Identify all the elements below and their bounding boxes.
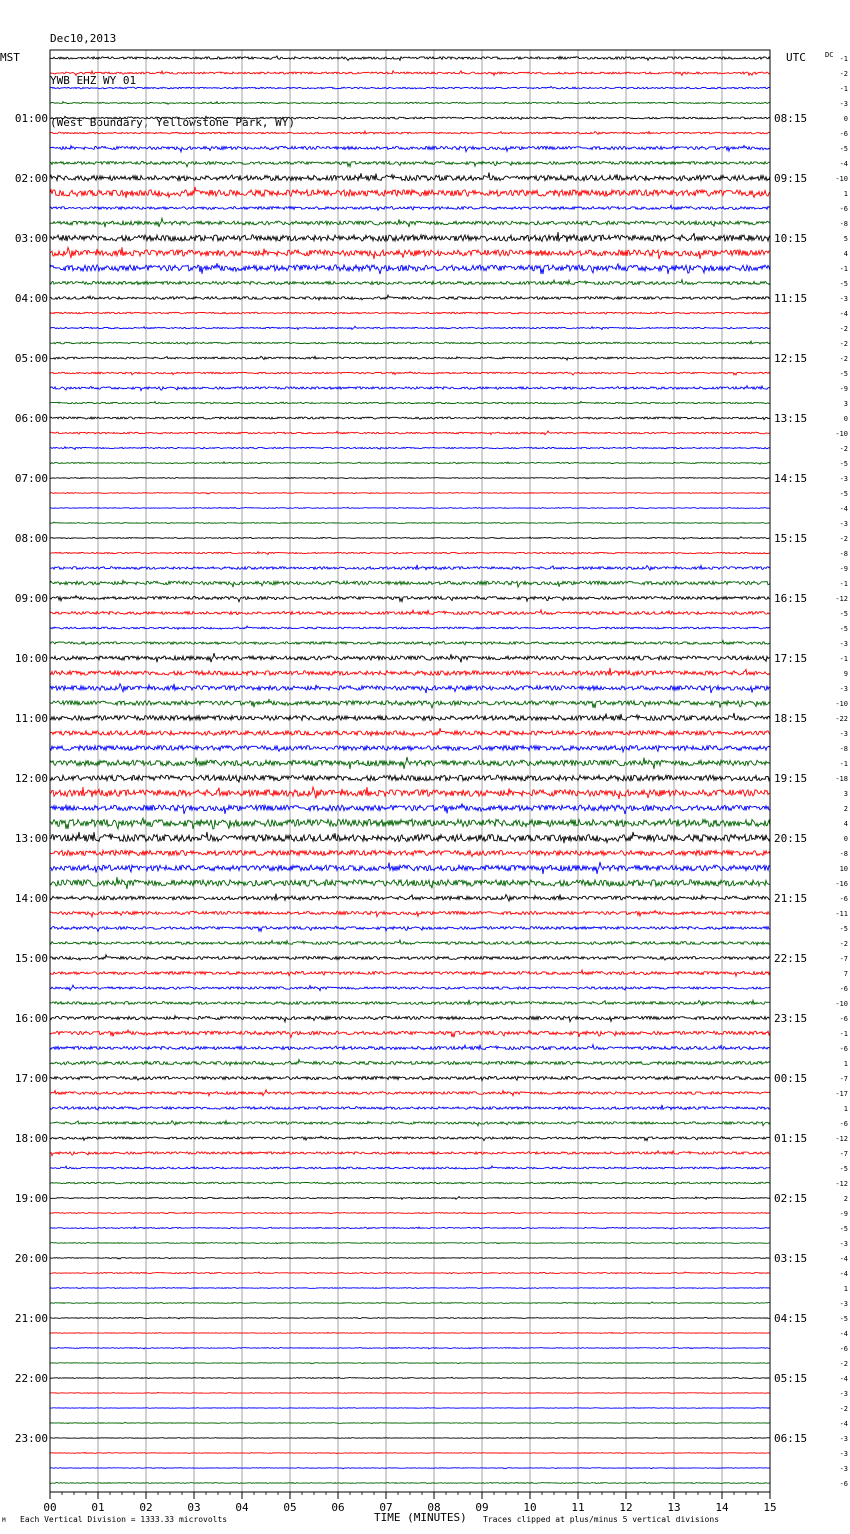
mst-hour-label: 18:00 (14, 1132, 48, 1145)
mst-hour-label: 08:00 (14, 532, 48, 545)
dc-offset-label: 4 (843, 250, 848, 258)
trace-line (50, 173, 770, 181)
utc-hour-label: 13:15 (774, 412, 808, 425)
dc-offset-label: -10 (835, 1000, 848, 1008)
mst-hour-label: 16:00 (14, 1012, 48, 1025)
trace-line (50, 877, 770, 889)
dc-offset-label: -4 (839, 1255, 848, 1263)
trace-line (50, 431, 770, 435)
x-tick-label: 00 (43, 1501, 57, 1514)
x-tick-label: 03 (187, 1501, 201, 1514)
dc-offset-label: -2 (839, 355, 848, 363)
clipping-note: Traces clipped at plus/minus 5 vertical divisions (483, 1515, 720, 1524)
dc-offset-label: -3 (839, 1450, 848, 1458)
dc-offset-label: -3 (839, 520, 848, 528)
trace-line (50, 1000, 770, 1006)
trace-line (50, 565, 770, 570)
trace-line (50, 955, 770, 960)
utc-hour-label: 05:15 (774, 1372, 808, 1385)
trace-line (50, 537, 770, 539)
dc-offset-label: 7 (843, 970, 848, 978)
trace-line (50, 1468, 770, 1469)
dc-offset-label: -17 (835, 1090, 848, 1098)
dc-offset-label: -11 (835, 910, 848, 918)
trace-line (50, 447, 770, 450)
dc-offset-label: -3 (839, 1300, 848, 1308)
dc-offset-label: -1 (839, 1030, 848, 1038)
x-tick-label: 07 (379, 1501, 393, 1514)
dc-offset-label: -8 (839, 550, 848, 558)
left-timezone-label: MST (0, 51, 20, 64)
utc-hour-label: 17:15 (774, 652, 808, 665)
trace-line (50, 1363, 770, 1364)
mst-hour-label: 06:00 (14, 412, 48, 425)
mst-hour-label: 10:00 (14, 652, 48, 665)
mst-hour-label: 20:00 (14, 1252, 48, 1265)
dc-offset-labels (835, 55, 848, 1488)
dc-offset-label: 1 (843, 1105, 848, 1113)
trace-line (50, 1136, 770, 1141)
dc-offset-label: -7 (839, 955, 848, 963)
trace-line (50, 970, 770, 976)
x-tick-label: 01 (91, 1501, 105, 1514)
dc-offset-label: -3 (839, 640, 848, 648)
trace-line (50, 1302, 770, 1304)
x-tick-label: 05 (283, 1501, 297, 1514)
trace-line (50, 668, 770, 676)
x-axis-title: TIME (MINUTES) (374, 1511, 467, 1524)
trace-line (50, 493, 770, 495)
utc-hour-label: 22:15 (774, 952, 808, 965)
dc-offset-label: -4 (839, 160, 848, 168)
dc-offset-label: -10 (835, 700, 848, 708)
dc-offset-label: -7 (839, 1075, 848, 1083)
trace-line (50, 911, 770, 917)
dc-offset-label: 2 (843, 805, 848, 813)
trace-line (50, 818, 770, 829)
trace-line (50, 263, 770, 274)
dc-offset-label: -3 (839, 295, 848, 303)
trace-line (50, 610, 770, 615)
trace-line (50, 804, 770, 815)
right-timezone-label: UTC (786, 51, 806, 64)
trace-line (50, 728, 770, 736)
mst-hour-label: 21:00 (14, 1312, 48, 1325)
mst-hour-label: 07:00 (14, 472, 48, 485)
trace-line (50, 1407, 770, 1408)
utc-hour-label: 19:15 (774, 772, 808, 785)
utc-hour-label: 01:15 (774, 1132, 808, 1145)
x-tick-label: 13 (667, 1501, 681, 1514)
dc-offset-label: -8 (839, 220, 848, 228)
trace-line (50, 850, 770, 856)
dc-offset-label: -5 (839, 625, 848, 633)
utc-hour-label: 06:15 (774, 1432, 808, 1445)
trace-line (50, 1317, 770, 1319)
dc-offset-label: -6 (839, 1120, 848, 1128)
trace-line (50, 1288, 770, 1289)
dc-offset-label: -4 (839, 505, 848, 513)
x-axis (43, 1492, 776, 1514)
dc-offset-label: 5 (843, 235, 848, 243)
trace-line (50, 1016, 770, 1022)
mst-hour-label: 04:00 (14, 292, 48, 305)
dc-offset-label: -22 (835, 715, 848, 723)
trace-line (50, 205, 770, 210)
trace-line (50, 746, 770, 752)
trace-line (50, 1030, 770, 1037)
trace-line (50, 326, 770, 329)
mst-hour-label: 03:00 (14, 232, 48, 245)
x-tick-label: 10 (523, 1501, 537, 1514)
dc-offset-label: -1 (839, 760, 848, 768)
dc-offset-label: -2 (839, 1360, 848, 1368)
dc-offset-label: -6 (839, 985, 848, 993)
trace-line (50, 862, 770, 874)
dc-offset-label: -1 (839, 655, 848, 663)
utc-hour-label: 14:15 (774, 472, 808, 485)
mst-hour-label: 17:00 (14, 1072, 48, 1085)
vertical-scale-note: Each Vertical Division = 1333.33 microvolts (20, 1515, 228, 1524)
dc-offset-label: -3 (839, 1240, 848, 1248)
dc-offset-label: -7 (839, 1150, 848, 1158)
dc-offset-label: -6 (839, 1045, 848, 1053)
dc-offset-label: 1 (843, 1285, 848, 1293)
mst-hour-label: 22:00 (14, 1372, 48, 1385)
dc-offset-label: -12 (835, 595, 848, 603)
trace-line (50, 757, 770, 769)
utc-hour-label: 15:15 (774, 532, 808, 545)
trace-line (50, 1347, 770, 1349)
mst-hour-label: 12:00 (14, 772, 48, 785)
corner-mark: M (2, 1517, 6, 1524)
dc-offset-label: -2 (839, 325, 848, 333)
dc-offset-label: -9 (839, 565, 848, 573)
trace-line (50, 86, 770, 88)
x-tick-label: 11 (571, 1501, 585, 1514)
mst-hour-label: 02:00 (14, 172, 48, 185)
dc-offset-label: 3 (843, 790, 848, 798)
utc-hour-label: 11:15 (774, 292, 808, 305)
trace-line (50, 940, 770, 945)
mst-hour-label: 23:00 (14, 1432, 48, 1445)
dc-offset-label: -9 (839, 385, 848, 393)
utc-hour-label: 00:15 (774, 1072, 808, 1085)
dc-offset-label: -2 (839, 340, 848, 348)
x-tick-label: 06 (331, 1501, 345, 1514)
dc-offset-label: -9 (839, 1210, 848, 1218)
trace-line (50, 1213, 770, 1214)
trace-line (50, 187, 770, 198)
trace-line (50, 832, 770, 843)
trace-line (50, 247, 770, 259)
trace-line (50, 700, 770, 709)
dc-offset-label: -4 (839, 1270, 848, 1278)
trace-line (50, 1482, 770, 1483)
trace-line (50, 280, 770, 285)
trace-line (50, 401, 770, 404)
trace-line (50, 56, 770, 61)
utc-hour-label: 12:15 (774, 352, 808, 365)
dc-offset-label: 0 (843, 835, 848, 843)
trace-line (50, 1242, 770, 1244)
x-tick-label: 12 (619, 1501, 633, 1514)
utc-hour-label: 02:15 (774, 1192, 808, 1205)
trace-line (50, 102, 770, 105)
dc-offset-label: -5 (839, 460, 848, 468)
dc-offset-label: 0 (843, 415, 848, 423)
utc-hour-label: 08:15 (774, 112, 808, 125)
utc-hour-label: 10:15 (774, 232, 808, 245)
mst-hour-label: 19:00 (14, 1192, 48, 1205)
trace-line (50, 232, 770, 242)
dc-offset-label: 1 (843, 190, 848, 198)
dc-offset-label: 9 (843, 670, 848, 678)
dc-offset-label: -6 (839, 130, 848, 138)
dc-offset-label: -3 (839, 1465, 848, 1473)
trace-line (50, 295, 770, 300)
dc-offset-label: -2 (839, 940, 848, 948)
x-tick-label: 04 (235, 1501, 249, 1514)
trace-line (50, 985, 770, 991)
trace-line (50, 116, 770, 120)
trace-line (50, 1076, 770, 1080)
dc-offset-label: -16 (835, 880, 848, 888)
trace-line (50, 1332, 770, 1333)
trace-line (50, 1197, 770, 1200)
mst-hour-label: 13:00 (14, 832, 48, 845)
dc-offset-label: 0 (843, 115, 848, 123)
trace-line (50, 1392, 770, 1393)
dc-offset-label: -3 (839, 475, 848, 483)
dc-offset-label: -12 (835, 1180, 848, 1188)
dc-offset-label: -3 (839, 685, 848, 693)
dc-offset-label: -6 (839, 205, 848, 213)
trace-line (50, 1377, 770, 1378)
mst-hour-label: 11:00 (14, 712, 48, 725)
dc-offset-label: -5 (839, 490, 848, 498)
trace-line (50, 1060, 770, 1066)
trace-line (50, 417, 770, 420)
utc-hour-labels (774, 112, 807, 1445)
trace-line (50, 775, 770, 782)
trace-line (50, 356, 770, 360)
utc-hour-label: 23:15 (774, 1012, 808, 1025)
dc-offset-label: -2 (839, 535, 848, 543)
trace-line (50, 131, 770, 134)
trace-line (50, 386, 770, 391)
utc-hour-label: 21:15 (774, 892, 808, 905)
dc-offset-label: -1 (839, 85, 848, 93)
dc-offset-label: -18 (835, 775, 848, 783)
trace-line (50, 894, 770, 901)
dc-offset-label: -6 (839, 1015, 848, 1023)
dc-offset-label: -2 (839, 445, 848, 453)
trace-line (50, 372, 770, 375)
trace-line (50, 341, 770, 344)
dc-offset-label: -10 (835, 175, 848, 183)
dc-offset-label: -5 (839, 280, 848, 288)
dc-offset-label: -3 (839, 1435, 848, 1443)
mst-hour-label: 09:00 (14, 592, 48, 605)
mst-hour-label: 15:00 (14, 952, 48, 965)
utc-hour-label: 16:15 (774, 592, 808, 605)
trace-line (50, 1105, 770, 1110)
dc-offset-header: DC (825, 51, 834, 59)
utc-hour-label: 18:15 (774, 712, 808, 725)
trace-line (50, 596, 770, 602)
x-tick-label: 15 (763, 1501, 777, 1514)
trace-line (50, 1090, 770, 1096)
trace-line (50, 1227, 770, 1229)
dc-offset-label: -3 (839, 1390, 848, 1398)
dc-offset-label: -10 (835, 430, 848, 438)
trace-line (50, 477, 770, 479)
dc-offset-label: -2 (839, 70, 848, 78)
dc-offset-label: -6 (839, 1480, 848, 1488)
trace-line (50, 1272, 770, 1274)
dc-offset-label: 2 (843, 1195, 848, 1203)
dc-offset-label: 3 (843, 400, 848, 408)
trace-line (50, 580, 770, 587)
trace-line (50, 552, 770, 555)
x-tick-label: 02 (139, 1501, 153, 1514)
mst-hour-label: 01:00 (14, 112, 48, 125)
dc-offset-label: -5 (839, 610, 848, 618)
dc-offset-label: -3 (839, 730, 848, 738)
trace-line (50, 1045, 770, 1050)
dc-offset-label: -5 (839, 1165, 848, 1173)
dc-offset-label: -1 (839, 580, 848, 588)
x-tick-label: 14 (715, 1501, 729, 1514)
dc-offset-label: -5 (839, 370, 848, 378)
x-tick-label: 08 (427, 1501, 441, 1514)
dc-offset-label: -4 (839, 1330, 848, 1338)
x-tick-label: 09 (475, 1501, 489, 1514)
trace-line (50, 522, 770, 523)
trace-line (50, 1452, 770, 1453)
dc-offset-label: 10 (839, 865, 848, 873)
station-name: YWB EHZ WY 01 (50, 74, 137, 87)
mst-hour-label: 05:00 (14, 352, 48, 365)
dc-offset-label: -5 (839, 1315, 848, 1323)
utc-hour-label: 03:15 (774, 1252, 808, 1265)
dc-offset-label: -4 (839, 1375, 848, 1383)
trace-line (50, 684, 770, 693)
dc-offset-label: -8 (839, 850, 848, 858)
trace-line (50, 146, 770, 152)
dc-offset-label: -5 (839, 145, 848, 153)
utc-hour-label: 04:15 (774, 1312, 808, 1325)
trace-line (50, 161, 770, 167)
trace-line (50, 1166, 770, 1169)
trace-line (50, 626, 770, 629)
trace-line (50, 653, 770, 662)
dc-offset-label: 4 (843, 820, 848, 828)
station-location: (West Boundary, Yellowstone Park, WY) (50, 116, 296, 129)
trace-line (50, 1121, 770, 1126)
trace-line (50, 787, 770, 799)
dc-offset-label: -8 (839, 745, 848, 753)
dc-offset-label: -4 (839, 1420, 848, 1428)
dc-offset-label: -1 (839, 265, 848, 273)
trace-line (50, 312, 770, 314)
trace-line (50, 1258, 770, 1260)
dc-offset-label: -5 (839, 1225, 848, 1233)
dc-offset-label: -2 (839, 1405, 848, 1413)
dc-offset-label: -6 (839, 895, 848, 903)
trace-line (50, 71, 770, 76)
seismic-traces (50, 56, 770, 1483)
trace-line (50, 462, 770, 464)
utc-hour-label: 20:15 (774, 832, 808, 845)
trace-line (50, 713, 770, 721)
trace-line (50, 1182, 770, 1184)
trace-line (50, 507, 770, 508)
trace-line (50, 1422, 770, 1423)
mst-hour-labels (15, 112, 48, 1445)
mst-hour-label: 14:00 (14, 892, 48, 905)
dc-offset-label: 1 (843, 1060, 848, 1068)
utc-hour-label: 09:15 (774, 172, 808, 185)
trace-line (50, 1437, 770, 1438)
trace-line (50, 218, 770, 227)
dc-offset-label: -3 (839, 100, 848, 108)
dc-offset-label: -6 (839, 1345, 848, 1353)
dc-offset-label: -12 (835, 1135, 848, 1143)
dc-offset-label: -4 (839, 310, 848, 318)
record-date: Dec10,2013 (50, 32, 117, 45)
trace-line (50, 1151, 770, 1156)
trace-line (50, 641, 770, 646)
dc-offset-label: -1 (839, 55, 848, 63)
trace-line (50, 926, 770, 931)
dc-offset-label: -5 (839, 925, 848, 933)
